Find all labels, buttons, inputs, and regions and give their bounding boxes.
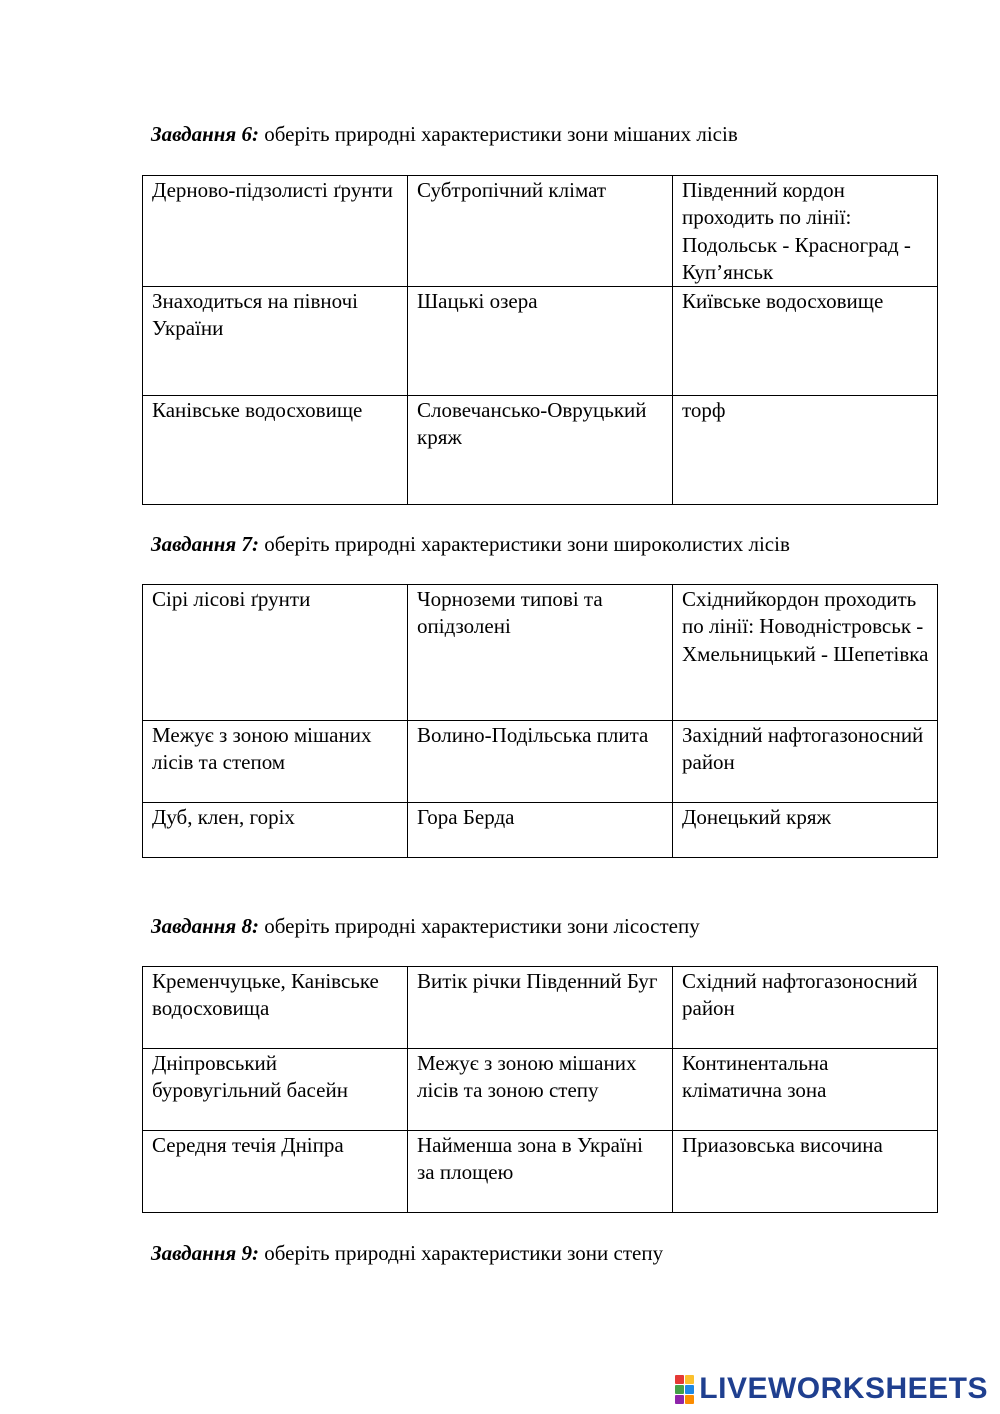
table-row [143,1131,938,1213]
option-cell[interactable]: Середня течія Дніпра [143,1131,408,1213]
table-row [143,396,938,505]
option-cell[interactable]: Волино-Подільська плита [408,721,673,803]
task-7-heading [151,531,790,558]
option-cell[interactable]: Південний кордон проходить по лінії: Подольськ - Красноград - Куп’янськ [673,176,938,287]
table-row [143,176,938,287]
option-cell[interactable]: Шацькі озера [408,287,673,396]
option-cell[interactable]: Кременчуцьке, Канівське водосховища [143,967,408,1049]
task-9-label: Завдання 9: [151,1241,259,1265]
option-cell[interactable]: Східний нафтогазоносний район [673,967,938,1049]
task-7-instruction: оберіть природні характеристики зони широколистих лісів [258,532,790,556]
logo-blocks-icon [675,1375,694,1404]
task-7-table [142,584,938,858]
option-cell[interactable]: Гора Берда [408,803,673,858]
task-8-instruction: оберіть природні характеристики зони лісостепу [258,914,700,938]
option-cell[interactable]: Словечансько-Овруцький кряж [408,396,673,505]
table-row [143,803,938,858]
task-6-heading [151,121,738,148]
option-cell[interactable]: Найменша зона в Україні за площею [408,1131,673,1213]
liveworksheets-logo[interactable] [675,1374,988,1404]
table-row [143,721,938,803]
logo-block [675,1385,684,1394]
task-6-label: Завдання 6: [151,122,259,146]
logo-block [675,1375,684,1384]
option-cell[interactable]: Межує з зоною мішаних лісів та зоною степу [408,1049,673,1131]
logo-block [685,1395,694,1404]
table-row [143,585,938,721]
option-cell[interactable]: Дерново-підзолисті ґрунти [143,176,408,287]
option-cell[interactable]: Сірі лісові ґрунти [143,585,408,721]
option-cell[interactable]: Приазовська височина [673,1131,938,1213]
task-9-instruction: оберіть природні характеристики зони степу [258,1241,664,1265]
option-cell[interactable]: Субтропічний клімат [408,176,673,287]
task-6-table [142,175,938,505]
task-8-label: Завдання 8: [151,914,259,938]
option-cell[interactable]: Східнийкордон проходить по лінії: Новодністровськ - Хмельницький - Шепетівка [673,585,938,721]
logo-text: LIVEWORKSHEETS [699,1372,988,1405]
logo-block [685,1375,694,1384]
task-8-heading [151,913,700,940]
task-9-heading [151,1240,663,1267]
option-cell[interactable]: Західний нафтогазоносний район [673,721,938,803]
option-cell[interactable]: Знаходиться на півночі України [143,287,408,396]
logo-block [685,1385,694,1394]
option-cell[interactable]: Континентальна кліматична зона [673,1049,938,1131]
option-cell[interactable]: Донецький кряж [673,803,938,858]
option-cell[interactable]: Чорноземи типові та опідзолені [408,585,673,721]
option-cell[interactable]: Київське водосховище [673,287,938,396]
option-cell[interactable]: Канівське водосховище [143,396,408,505]
logo-block [675,1395,684,1404]
option-cell[interactable]: торф [673,396,938,505]
option-cell[interactable]: Межує з зоною мішаних лісів та степом [143,721,408,803]
option-cell[interactable]: Витік річки Південний Буг [408,967,673,1049]
task-6-instruction: оберіть природні характеристики зони мішаних лісів [258,122,738,146]
task-7-label: Завдання 7: [151,532,259,556]
table-row [143,1049,938,1131]
table-row [143,287,938,396]
task-8-table [142,966,938,1213]
table-row [143,967,938,1049]
option-cell[interactable]: Дніпровський буровугільний басейн [143,1049,408,1131]
option-cell[interactable]: Дуб, клен, горіх [143,803,408,858]
